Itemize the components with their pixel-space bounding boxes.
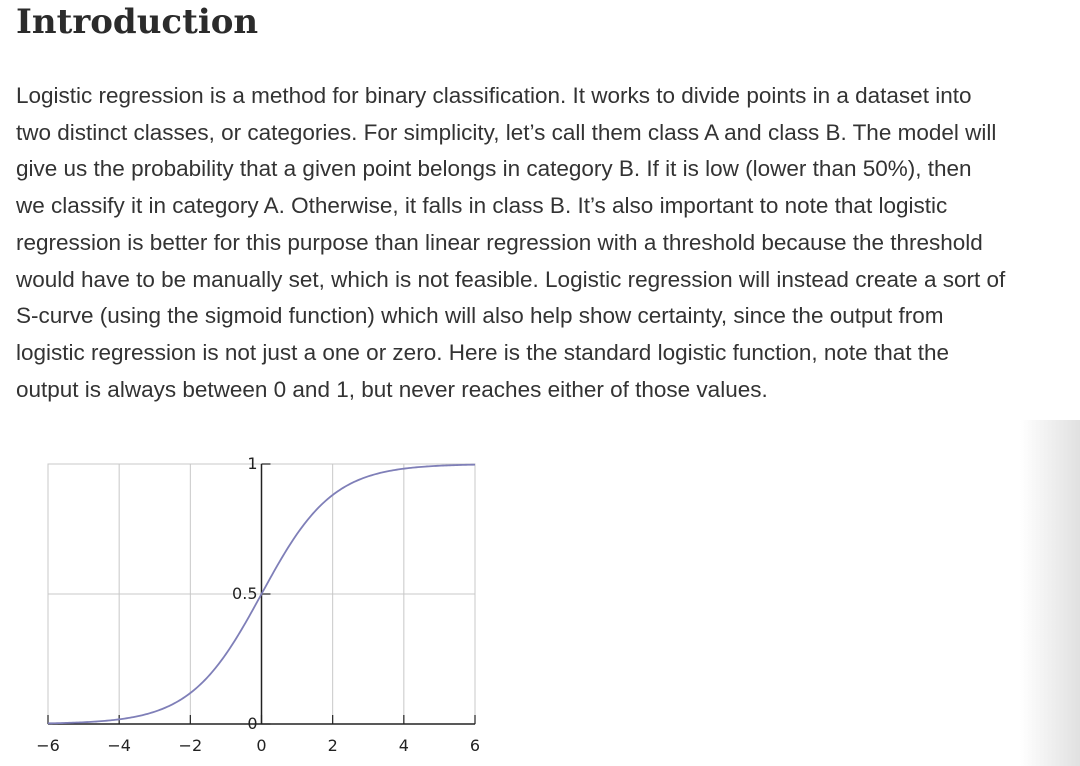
x-tick-label: 2: [327, 736, 338, 755]
intro-paragraph: [16, 78, 1080, 408]
paragraph-line: logistic regression is not just a one or zero. Here is the standard logistic function, note that the: [16, 339, 950, 365]
paragraph-line: Logistic regression is a method for binary classification. It works to divide points in a dataset into: [16, 83, 972, 108]
paragraph-line: S-curve (using the sigmoid function) which will also help show certainty, since the output from: [16, 303, 944, 329]
x-tick-label: 0: [256, 736, 267, 755]
page-title: Introduction: [16, 2, 259, 42]
x-tick-label: −2: [178, 736, 203, 755]
x-tick-label: −4: [107, 736, 131, 755]
y-tick-label: 1: [247, 454, 258, 473]
paragraph-line: two distinct classes, or categories. For simplicity, let’s call them class A and class B. The model will: [16, 119, 997, 145]
logistic-chart: [0, 440, 520, 766]
paragraph-line: output is always between 0 and 1, but never reaches either of those values.: [16, 376, 768, 402]
y-tick-label: 0.5: [232, 584, 258, 603]
x-tick-label: −6: [36, 736, 60, 755]
x-tick-label: 4: [398, 736, 409, 755]
paragraph-line: give us the probability that a given point belongs in category B. If it is low (lower than 50%), then: [16, 156, 972, 182]
x-tick-label: 6: [469, 736, 481, 755]
edge-shadow: [1020, 420, 1080, 766]
paragraph-line: regression is better for this purpose than linear regression with a threshold because the threshold: [16, 229, 983, 255]
logistic-chart-svg: [0, 440, 520, 766]
paragraph-line: would have to be manually set, which is not feasible. Logistic regression will instead create a sort of: [16, 266, 1006, 292]
paragraph-line: we classify it in category A. Otherwise, it falls in class B. It’s also important to note that logistic: [16, 193, 948, 219]
y-tick-label: 0: [247, 714, 258, 733]
